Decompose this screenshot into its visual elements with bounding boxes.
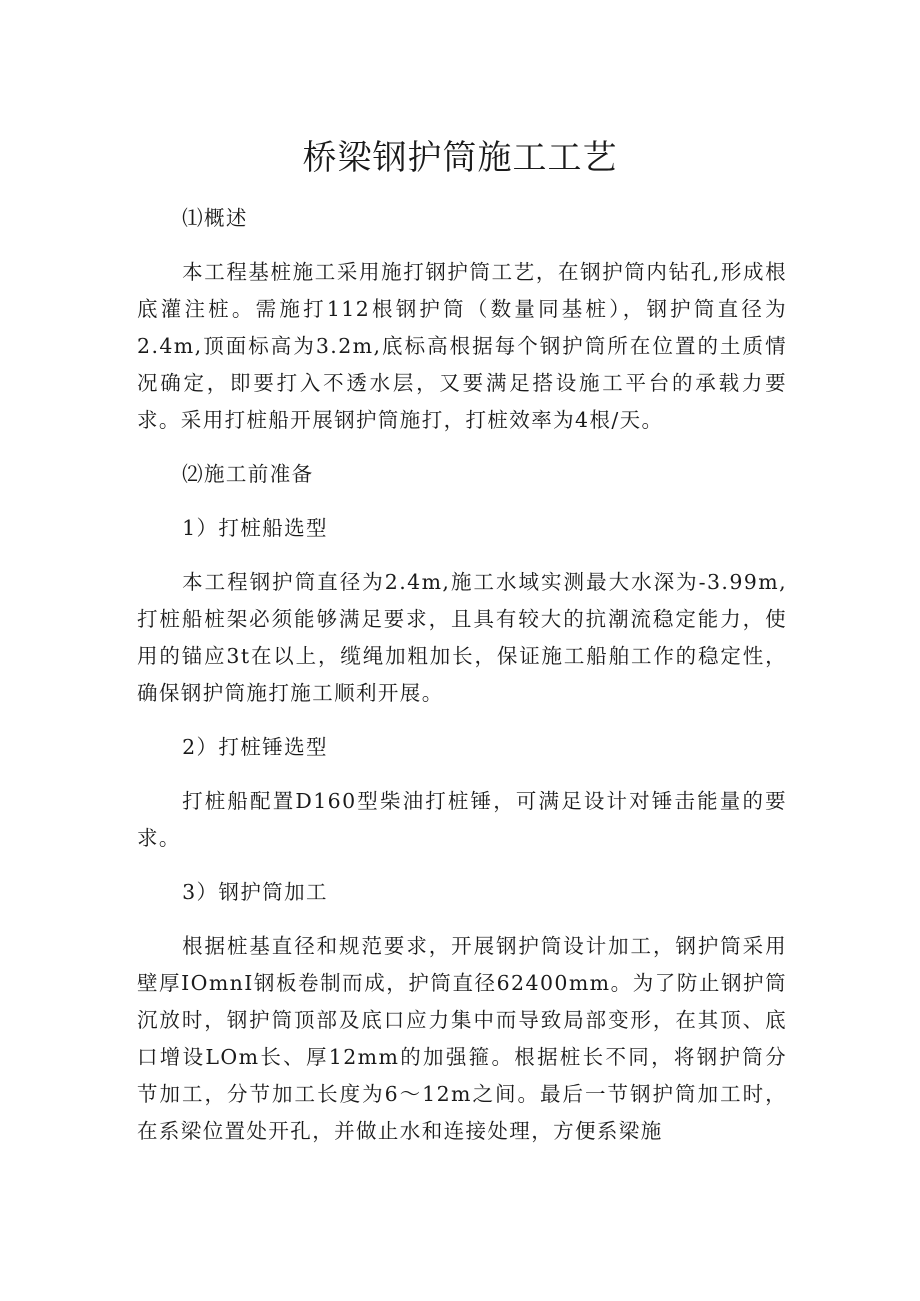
section-heading-preparation: ⑵施工前准备 xyxy=(182,462,314,486)
subheading-casing-fabrication: 3）钢护筒加工 xyxy=(182,880,328,904)
paragraph-pile-hammer: 打桩船配置D160型柴油打桩锤，可满足设计对锤击能量的要求。 xyxy=(137,789,787,850)
subheading-pile-hammer: 2）打桩锤选型 xyxy=(182,735,328,759)
document-body xyxy=(137,200,787,1167)
paragraph-overview: 本工程基桩施工采用施打钢护筒工艺，在钢护筒内钻孔,形成根底灌注桩。需施打112根钢护筒（数量同基桩），钢护筒直径为2.4m,顶面标高为3.2m,底标高根据每个钢护筒所在位置的土质情况确定，即要打入不透水层，又要满足搭设施工平台的承载力要求。采用打桩船开展钢护筒施打，打桩效率为4根/天。 xyxy=(137,260,787,432)
section-heading-overview: ⑴概述 xyxy=(182,206,248,230)
subheading-pile-ship: 1）打桩船选型 xyxy=(182,516,328,540)
paragraph-casing-fabrication: 根据桩基直径和规范要求，开展钢护筒设计加工，钢护筒采用壁厚IOmnI钢板卷制而成，护筒直径62400mm。为了防止钢护筒沉放时，钢护筒顶部及底口应力集中而导致局部变形，在其顶、底口增设LOm长、厚12mm的加强箍。根据桩长不同，将钢护筒分节加工，分节加工长度为6～12m之间。最后一节钢护筒加工时，在系梁位置处开孔，并做止水和连接处理，方便系梁施 xyxy=(137,934,787,1143)
paragraph-pile-ship: 本工程钢护筒直径为2.4m,施工水域实测最大水深为-3.99m,打桩船桩架必须能够满足要求，且具有较大的抗潮流稳定能力，使用的锚应3t在以上，缆绳加粗加长，保证施工船舶工作的稳定性，确保钢护筒施打施工顺利开展。 xyxy=(137,570,787,705)
document-title: 桥梁钢护筒施工工艺 xyxy=(302,138,618,178)
